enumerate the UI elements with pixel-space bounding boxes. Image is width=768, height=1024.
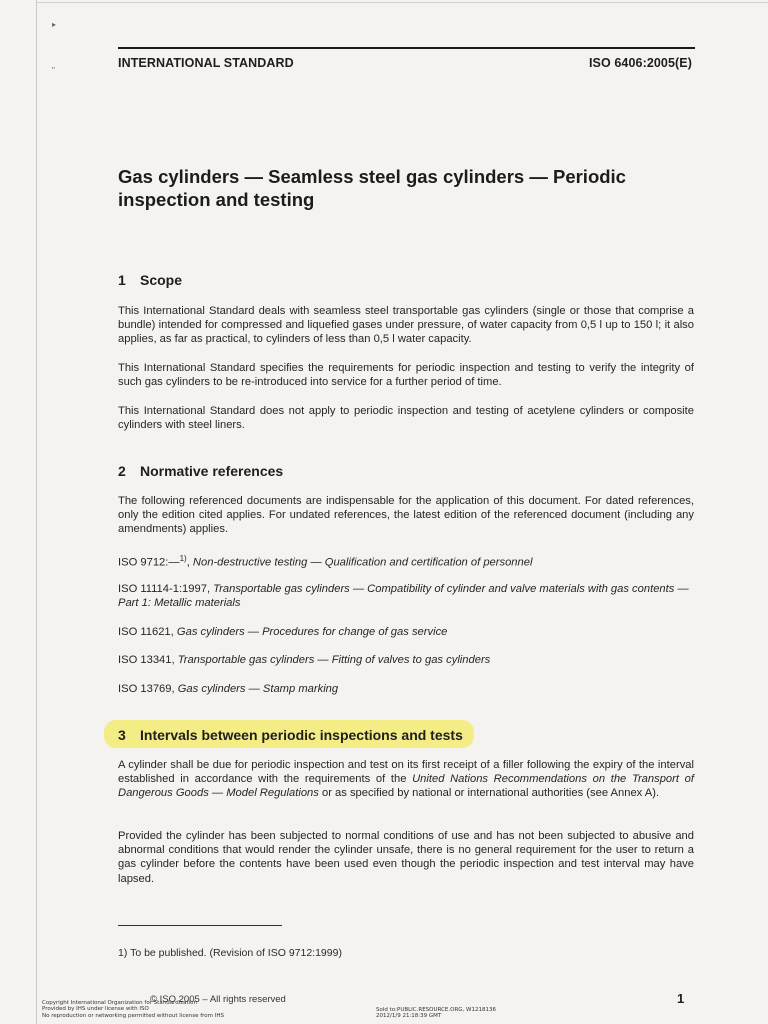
- license-notice: [42, 1000, 224, 1019]
- section-number: 1: [118, 272, 126, 288]
- normative-paragraph: The following referenced documents are indispensable for the application of this document. For dated references, only the edition cited applies. For undated references, the latest edition of the referenced document (including any amendments) applies.: [118, 495, 694, 536]
- title-line-2: inspection and testing: [118, 189, 315, 210]
- cited-regulation: United Nations Recommendations on the Transport of Dangerous Goods — Model Regulations: [118, 773, 694, 800]
- reference-item: [118, 653, 694, 667]
- reference-item: [118, 682, 694, 696]
- scope-paragraph-2: This International Standard specifies the requirements for periodic inspection and testing to verify the integrity of such gas cylinders to be re-introduced into service for a further period of time.: [118, 362, 694, 389]
- reference-code: ISO 13769: [118, 683, 172, 695]
- section-number: 3: [118, 727, 126, 743]
- scope-paragraph-3: This International Standard does not apply to periodic inspection and testing of acetylene cylinders or composite cylinders with steel liners.: [118, 405, 694, 432]
- license-line: No reproduction or networking permitted without license from IHS: [42, 1012, 225, 1019]
- header-right: ISO 6406:2005(E): [588, 56, 692, 70]
- reference-separator: ,: [171, 654, 178, 666]
- copyright-line: © ISO 2005 – All rights reserved: [150, 994, 286, 1005]
- reference-title: Gas cylinders — Stamp marking: [177, 683, 339, 695]
- document-title: [118, 165, 678, 211]
- reference-separator: ,: [170, 626, 177, 638]
- header-left: INTERNATIONAL STANDARD: [118, 56, 294, 70]
- intervals-paragraph-1: [118, 758, 694, 801]
- footnote: 1) To be published. (Revision of ISO 9712:1999): [118, 947, 342, 959]
- license-line: Provided by IHS under license with ISO: [42, 1006, 149, 1013]
- reference-code: ISO 11621: [118, 626, 171, 638]
- reference-item: [118, 625, 694, 639]
- scope-paragraph-1: This International Standard deals with seamless steel transportable gas cylinders (single or those that comprise a bundle) intended for compressed and liquefied gases under pressure, of water capacity from 0,5 l up to 150 l; it also applies, as far as practical, to cylinders of less than 0,5 l water capacity.: [118, 305, 694, 346]
- reference-item: [118, 582, 694, 610]
- section-heading-normative: [118, 463, 283, 479]
- section-heading-intervals: [118, 727, 463, 743]
- scan-speck: ▸: [52, 20, 57, 29]
- section-number: 2: [118, 463, 126, 479]
- reference-title: Gas cylinders — Procedures for change of gas service: [176, 626, 448, 638]
- section-heading-scope: [118, 272, 182, 288]
- reference-code: ISO 13341: [118, 654, 172, 666]
- intervals-paragraph-2: Provided the cylinder has been subjected to normal conditions of use and has not been subjected to abusive and abnormal conditions that would render the cylinder unsafe, there is no general requirement for the user to return a gas cylinder before the contents have been used even though the periodic inspection and test interval may have lapsed.: [118, 830, 694, 885]
- footnote-marker: 1): [179, 554, 187, 563]
- reference-item: [118, 552, 694, 570]
- paragraph-text: A cylinder shall be due for periodic inspection and test on its first receipt of a filler following the expiry of the interval established in accordance with the requirements of the: [118, 759, 694, 786]
- reference-separator: ,: [171, 683, 178, 695]
- sale-notice: [376, 1007, 496, 1020]
- page-number: 1: [677, 991, 685, 1006]
- sale-line: Sold to:PUBLIC.RESOURCE.ORG, W1218136: [376, 1007, 496, 1013]
- license-line: Copyright International Organization for Standardization: [42, 1000, 198, 1006]
- reference-code: ISO 9712:—: [118, 556, 180, 569]
- section-title: Scope: [140, 272, 183, 288]
- reference-title: Transportable gas cylinders — Fitting of valves to gas cylinders: [177, 654, 491, 666]
- scan-speck: ": [52, 66, 55, 75]
- header-rule: [118, 47, 695, 49]
- reference-separator: ,: [206, 583, 214, 595]
- running-header: [118, 56, 694, 70]
- scan-top-edge: [36, 2, 768, 3]
- reference-separator: ,: [186, 556, 193, 569]
- sale-line: 2012/1/9 21:18:39 GMT: [376, 1013, 442, 1020]
- section-title: Normative references: [140, 463, 284, 479]
- paragraph-text: or as specified by national or international authorities (see Annex A).: [318, 787, 660, 800]
- reference-title: Transportable gas cylinders — Compatibility of cylinder and valve materials with gas contents — Part 1: Metallic materials: [118, 583, 689, 610]
- footnote-rule: [118, 925, 282, 926]
- title-line-1: Gas cylinders — Seamless steel gas cylinders — Periodic: [118, 166, 626, 187]
- section-title: Intervals between periodic inspections and tests: [140, 727, 463, 743]
- reference-code: ISO 11114-1:1997: [118, 583, 207, 595]
- reference-title: Non-destructive testing — Qualification and certification of personnel: [192, 556, 533, 569]
- scan-left-edge: [36, 0, 37, 1024]
